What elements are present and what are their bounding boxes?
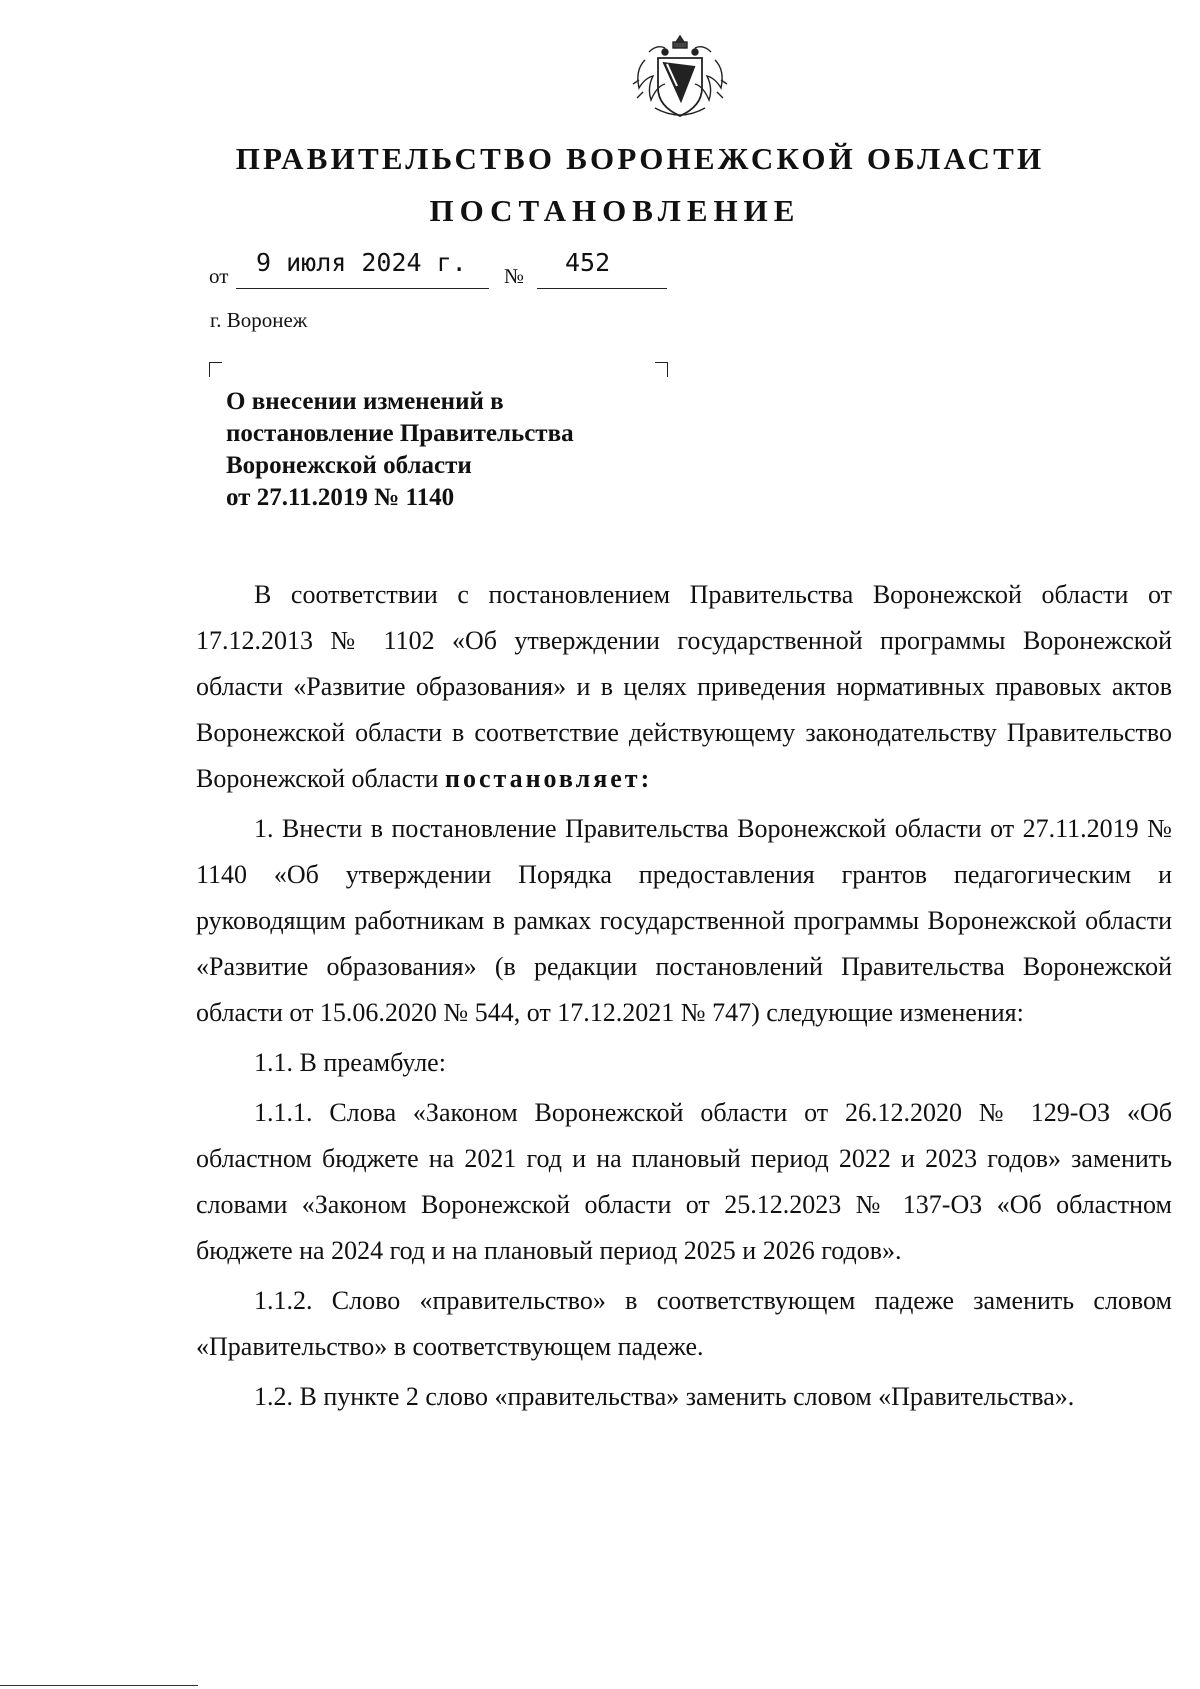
coat-of-arms-icon	[625, 30, 735, 126]
decree-body	[196, 572, 1172, 1424]
city: г. Воронеж	[210, 308, 308, 332]
preamble-text: В соответствии с постановлением Правительства Воронежской области от 17.12.2013 № 1102 «Об утверждении государственной программы Воронежской области «Развитие образования» и в целях приведения нормативных правовых актов Воронежской области в соответствие действующему законодательству Правительство Воронежской области	[196, 580, 1172, 793]
date-prefix: от	[209, 264, 229, 288]
number-sign: №	[504, 264, 525, 288]
paragraph-1-1: 1.1. В преамбуле:	[254, 1048, 446, 1077]
decree-number: 452	[565, 248, 611, 277]
subject-line: от 27.11.2019 № 1140	[226, 484, 455, 511]
preamble-paragraph	[196, 572, 1172, 802]
decree-subject	[226, 386, 686, 514]
subject-corner-left	[209, 362, 222, 377]
paragraph-1-2: 1.2. В пункте 2 слово «правительства» заменить словом «Правительства».	[254, 1382, 1075, 1411]
number-underline	[537, 288, 667, 289]
footer-rule	[0, 1685, 198, 1686]
subject-corner-right	[655, 362, 668, 377]
decree-date: 9 июля 2024 г.	[256, 248, 467, 277]
subject-line: постановление Правительства	[226, 420, 574, 447]
subject-line: О внесении изменений в	[226, 388, 504, 415]
paragraph-1-1-2: 1.1.2. Слово «правительство» в соответствующем падеже заменить словом «Правительство» в соответствующем падеже.	[196, 1286, 1172, 1361]
government-title: ПРАВИТЕЛЬСТВО ВОРОНЕЖСКОЙ ОБЛАСТИ	[235, 141, 1045, 176]
date-underline	[236, 288, 489, 289]
document-type: ПОСТАНОВЛЕНИЕ	[429, 193, 801, 228]
paragraph-1-1-1: 1.1.1. Слова «Законом Воронежской области от 26.12.2020 № 129-ОЗ «Об областном бюджете на 2021 год и на плановый период 2022 и 2023 годов» заменить словами «Законом Воронежской области от 25.12.2023 № 137-ОЗ «Об областном бюджете на 2024 год и на плановый период 2025 и 2026 годов».	[196, 1098, 1172, 1265]
decree-word: постановляет:	[444, 764, 653, 793]
paragraph-1: 1. Внести в постановление Правительства Воронежской области от 27.11.2019 № 1140 «Об утверждении Порядка предоставления грантов педагогическим и руководящим работникам в рамках государственной программы Воронежской области «Развитие образования» (в редакции постановлений Правительства Воронежской области от 15.06.2020 № 544, от 17.12.2021 № 747) следующие изменения:	[196, 814, 1172, 1027]
subject-line: Воронежской области	[226, 452, 472, 479]
